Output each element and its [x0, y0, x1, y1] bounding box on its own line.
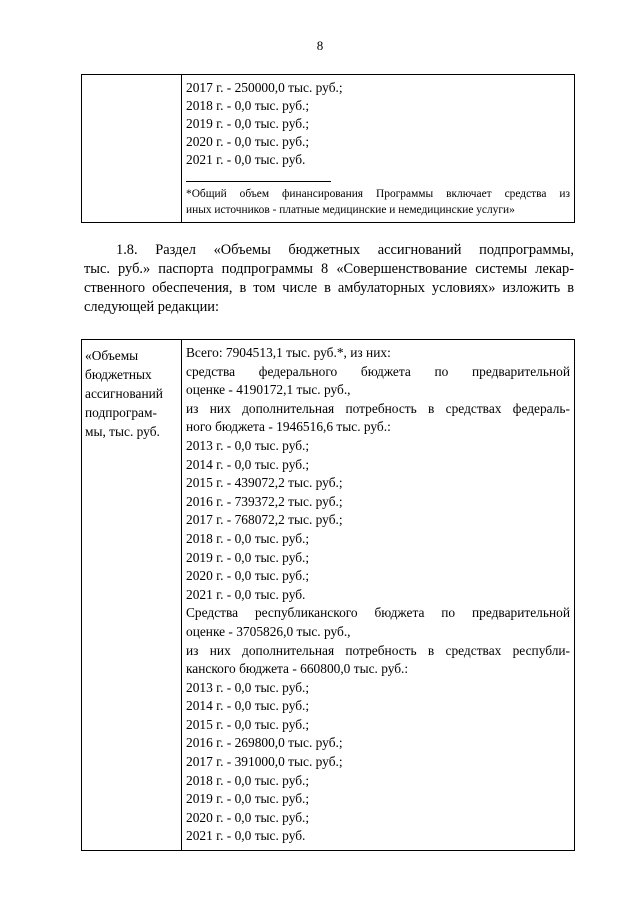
- page-number: 8: [316, 38, 324, 53]
- year-line: 2017 г. - 391000,0 тыс. руб.;: [186, 754, 343, 770]
- year-line: 2017 г. - 768072,2 тыс. руб.;: [186, 512, 343, 528]
- footnote-rule: [186, 181, 331, 182]
- amendment-paragraph: [84, 241, 574, 317]
- year-line: 2018 г. - 0,0 тыс. руб.;: [186, 98, 310, 113]
- total-line: Всего: 7904513,1 тыс. руб.*, из них:: [186, 345, 391, 360]
- text-line: из них дополнительная потребность в средствах федераль-: [186, 400, 570, 416]
- year-line: 2021 г. - 0,0 тыс. руб.: [186, 152, 306, 167]
- paragraph-line: тыс. руб.» паспорта подпрограммы 8 «Совершенствование системы лекар-: [84, 261, 574, 277]
- text-line: средства федерального бюджета по предварительной: [186, 363, 570, 379]
- year-line: 2020 г. - 0,0 тыс. руб.;: [186, 134, 310, 149]
- paragraph-line: 1.8. Раздел «Объемы бюджетных ассигнований подпрограммы,: [116, 242, 574, 258]
- text-line: из них дополнительная потребность в средствах республи-: [186, 642, 570, 658]
- label-line: подпрограм-: [85, 405, 157, 420]
- year-line: 2013 г. - 0,0 тыс. руб.;: [186, 437, 310, 453]
- label-line: бюджетных: [85, 367, 152, 382]
- text-line: Средства республиканского бюджета по предварительной: [186, 605, 570, 621]
- year-line: 2019 г. - 0,0 тыс. руб.;: [186, 116, 310, 131]
- year-line: 2021 г. - 0,0 тыс. руб.: [186, 828, 306, 844]
- year-line: 2019 г. - 0,0 тыс. руб.;: [186, 549, 310, 565]
- allocations-cell: [182, 340, 575, 851]
- footnote-line: иных источников - платные медицинские и немедицинские услуги»: [186, 204, 515, 216]
- year-line: 2015 г. - 439072,2 тыс. руб.;: [186, 475, 343, 491]
- year-line: 2018 г. - 0,0 тыс. руб.;: [186, 530, 310, 546]
- year-line: 2014 г. - 0,0 тыс. руб.;: [186, 456, 310, 472]
- label-cell: [82, 340, 182, 851]
- year-line: 2016 г. - 269800,0 тыс. руб.;: [186, 735, 343, 751]
- year-line: 2021 г. - 0,0 тыс. руб.: [186, 586, 306, 602]
- budget-allocations-table: [81, 339, 575, 851]
- text-line: оценке - 4190172,1 тыс. руб.,: [186, 382, 351, 398]
- year-line: 2014 г. - 0,0 тыс. руб.;: [186, 698, 310, 714]
- year-line: 2013 г. - 0,0 тыс. руб.;: [186, 679, 310, 695]
- year-line: 2017 г. - 250000,0 тыс. руб.;: [186, 80, 343, 95]
- label-line: мы, тыс. руб.: [85, 424, 160, 439]
- text-line: ного бюджета - 1946516,6 тыс. руб.:: [186, 419, 391, 435]
- year-line: 2015 г. - 0,0 тыс. руб.;: [186, 716, 310, 732]
- label-line: «Объемы: [85, 348, 139, 363]
- paragraph-line: следующей редакции:: [84, 299, 219, 315]
- year-line: 2016 г. - 739372,2 тыс. руб.;: [186, 493, 343, 509]
- text-line: канского бюджета - 660800,0 тыс. руб.:: [186, 661, 409, 677]
- year-line: 2019 г. - 0,0 тыс. руб.;: [186, 791, 310, 807]
- year-line: 2020 г. - 0,0 тыс. руб.;: [186, 809, 310, 825]
- year-line: 2018 г. - 0,0 тыс. руб.;: [186, 772, 310, 788]
- paragraph-line: ственного обеспечения, в том числе в амбулаторных условиях» изложить в: [84, 280, 574, 296]
- text-line: оценке - 3705826,0 тыс. руб.,: [186, 623, 351, 639]
- funding-values-cell: [182, 75, 575, 223]
- empty-label-cell: [82, 75, 182, 223]
- label-line: ассигнований: [85, 386, 163, 401]
- funding-table-continued: [81, 74, 575, 223]
- year-line: 2020 г. - 0,0 тыс. руб.;: [186, 568, 310, 584]
- footnote-line: *Общий объем финансирования Программы включает средства из: [186, 188, 570, 200]
